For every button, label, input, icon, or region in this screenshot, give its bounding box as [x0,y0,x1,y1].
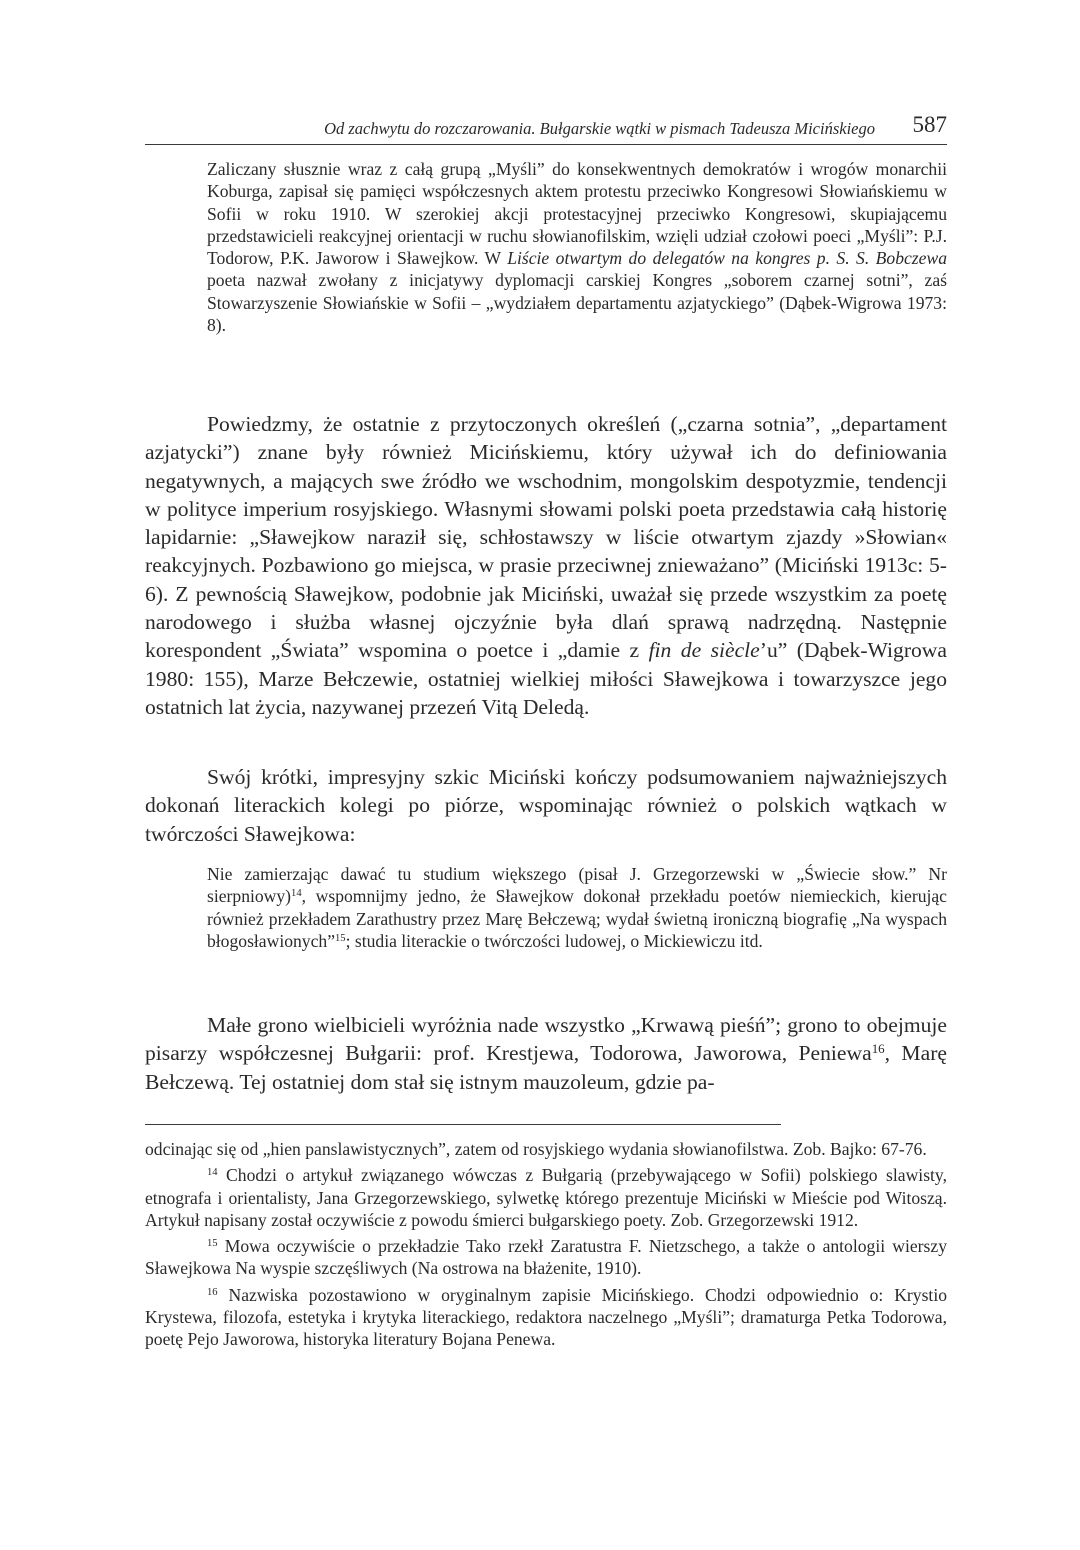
running-title: Od zachwytu do rozczarowania. Bułgarskie wątki w pismach Tadeusza Micińskiego [324,119,875,138]
page-number: 587 [912,112,947,137]
body-paragraph-2: Swój krótki, impresyjny szkic Miciński kończy podsumowaniem najważniejszych dokonań literackich kolegi po piórze, wspominając również o polskich wątkach w twórczości Sławejkowa: [145,765,947,846]
block-quote-2 [207,863,947,952]
footnote-separator [145,1124,781,1125]
footnote-15: $^{15}$ Mowa oczywiście o przekładzie Tako rzekł Zaratustra F. Nietzschego, a także o antologii wierszy Sławejkowa Na wyspie szczęśliwych (Na ostrowa na błażenite, 1910). [145,1236,947,1279]
footnote-continuation: odcinając się od „hien panslawistycznych”, zatem od rosyjskiego wydania słowianofilstwa. Zob. Bajko: 67-76. [145,1139,927,1159]
footnote-ref-16[interactable]: 16 [871,1041,885,1057]
italic-title: Liście otwartym do delegatów na kongres p. S. S. Bobczewa [507,248,947,269]
footnote-16: $^{16}$ Nazwiska pozostawiono w oryginalnym zapisie Micińskiego. Chodzi odpowiednio o: Krystio Krystewa, filozofa, estetyka i krytyka literackiego, redaktora naczelnego „Myśli”; dramaturga Petka Todorowa, poetę Pejo Jaworowa, historyka literatury Bojana Penewa. [145,1284,947,1350]
quote-paragraph: Zaliczany słusznie wraz z całą grupą „Myśli” do konsekwentnych demokratów i wrogów monarchii Koburga, zapisał się pamięci współczesnych aktem protestu przeciwko Kongresowi Słowiańskiemu w Sofii w roku 1910. W szerokiej akcji protestacyjnej przeciwko Kongresowi, skupiającemu przedstawicieli reakcyjnej orientacji w ruchu słowianofilskim, wzięli udział czołowi poeci „Myśli”: P.J. Todorow, P.K. Jaworow i Sławejkow. W Liście otwartym do delegatów na kongres p. S. S. Bobczewa poeta nazwał zwołany z inicjatywy dyplomacji carskiej Kongres „soborem czarnej sotni”, zaś Stowarzyszenie Słowiańskie w Sofii – „wydziałem departamentu azjatyckiego” (Dąbek-Wigrowa 1973: 8). [207,159,947,336]
body-paragraph-1: Powiedzmy, że ostatnie z przytoczonych określeń („czarna sotnia”, „departament azjatycki”) znane były również Micińskiemu, który używał ich do definiowania negatywnych, a mających swe źródło we wschodnim, mongolskim despotyzmie, tendencji w polityce imperium rosyjskiego. Własnymi słowami polski poeta przedstawia całą historię lapidarnie: „Sławejkow naraził się, schłostawszy w liście otwartym zjazdy »Słowian« reakcyjnych. Pozbawiono go miejsca, w prasie przeciwnej znieważano” (Miciński 1913c: 5-6). Z pewnością Sławejkow, podobnie jak Miciński, uważał się przede wszystkim za poetę narodowego i służba własnej ojczyźnie była dlań sprawą nadrzędną. Następnie korespondent „Świata” wspomina o poetce i „damie z fin de siècle’u” (Dąbek-Wigrowa 1980: 155), Marze Bełczewie, ostatniej wielkiej miłości Sławejkowa i towarzyszce jego ostatnich lat życia, nazywanej przezeń Vitą Deledą. [145,412,947,719]
footnote-ref-14[interactable]: 14 [291,888,302,900]
italic-phrase: fin de siècle [648,638,760,663]
footnote-14: $^{14}$ Chodzi o artykuł związanego wówczas z Bułgarią (przebywającego w Sofii) polskiego slawisty, etnografa i orientalisty, Jana Grzegorzewskiego, sylwetkę którego prezentuje Miciński w Mieście pod Witoszą. Artykuł napisany został oczywiście z powodu śmierci bułgarskiego poety. Zob. Grzegorzewski 1912. [145,1165,947,1230]
running-head [145,112,947,145]
body-paragraph-3: Małe grono wielbicieli wyróżnia nade wszystko „Krwawą pieśń”; grono to obejmuje pisarzy współczesnej Bułgarii: prof. Krestjewa, Todorowa, Jaworowa, Peniewa$^{16}$, Marę Bełczewą. Tej ostatniej dom stał się istnym mauzoleum, gdzie pa- [145,1013,947,1094]
footnote-ref-15[interactable]: 15 [335,933,346,945]
quote-paragraph: Nie zamierzając dawać tu studium większego (pisał J. Grzegorzewski w „Świecie słow.” Nr sierpniowy)$^{14}$, wspomnijmy jedno, że Sławejkow dokonał przekładu poetów niemieckich, kierując również przekładem Zarathustry przez Marę Bełczewą; wydał świetną ironiczną biografię „Na wyspach błogosławionych”$^{15}$; studia literackie o twórczości ludowej, o Mickiewiczu itd. [207,864,947,951]
block-quote-1 [207,158,947,336]
footnotes [145,1138,947,1351]
